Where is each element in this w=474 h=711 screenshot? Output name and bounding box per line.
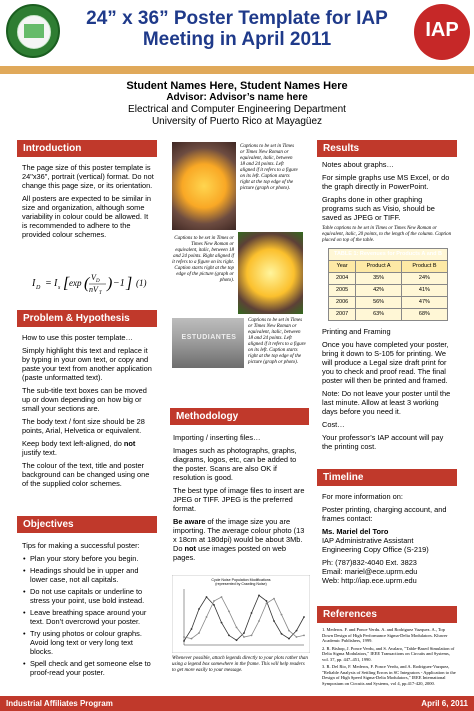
list-item: • Plan your story before you begin.: [30, 554, 154, 563]
data-point: [198, 608, 200, 610]
university: University of Puerto Rico at Mayagüez: [151, 116, 323, 127]
problem-paragraph-1: How to use this poster template…: [22, 333, 133, 342]
data-point: [281, 614, 283, 616]
intro-paragraph-2: All posters are expected to be similar in size and organization, although some variability in colour could be allowed. It is recommended to adhere to the provided colour schemes.: [22, 194, 151, 239]
methodology-paragraph-4: Be aware of the image size you are importing. The average colour photo (13 x 18cm at 180dpi) would be about 3Mb. Do not use images posted on web pages.: [173, 517, 305, 562]
results-paragraph-7: Cost…: [322, 420, 345, 429]
svg-text:]: ]: [126, 275, 133, 292]
contact-web: Web: http://iap.ece.uprm.edu: [322, 576, 417, 585]
poster-footer: [0, 696, 474, 711]
svg-text:−1: −1: [113, 278, 125, 289]
data-point: [273, 598, 275, 600]
table-title: TABLE 1: Revenues for Products A and B: [329, 249, 448, 261]
svg-text:V: V: [91, 273, 96, 282]
table-caption: Table captions to be set in Times or Times New Roman or equivalent, italic, 20 points, to the length of the column. Caption placed on top of the table.: [322, 226, 452, 243]
authors-block: [0, 80, 474, 128]
results-paragraph-4: Printing and Framing: [322, 327, 391, 336]
methodology-paragraph-2: Images such as photographs, graphs, diagrams, logos, etc, can be added to the poster. Scans are also OK if resolution is good.: [173, 446, 297, 482]
footer-right: April 6, 2011: [421, 699, 468, 708]
data-point: [221, 596, 223, 598]
methodology-chart: [172, 575, 310, 653]
methodology-body: [173, 433, 307, 566]
timeline-body: [322, 492, 456, 585]
svg-text:T: T: [99, 291, 102, 296]
objectives-body: [22, 541, 154, 680]
list-item: • Try using photos or colour graphs. Avoid long text or very long text blocks.: [30, 629, 154, 656]
header-band: [0, 66, 474, 74]
diode-equation: [32, 268, 152, 300]
reference-item: 1. Mederos. F. and Ponce Verdu. A. and Rodriguez Vazquez. A., Top Down Design of High Performance Sigma-Delta Modulators. Kluwer Academic Publishers, 1999.: [322, 627, 448, 643]
reference-item: 3. R. Del Rio, F. Mederos, F. Ponce Verdu, and A. Rodriguez-Vazquez, "Reliable Analysis of Settling Errors in SC Integrators - Application to the Design of High Speed Sigma-Delta Modulators," IEEE International Symposium on Circuits and Systems, vol 4, pp.417-420, 2000.: [322, 664, 456, 686]
data-point: [206, 596, 208, 598]
contact-title: IAP Administrative Assistant: [322, 536, 414, 545]
list-item: • Do not use capitals or underline to stress your point, use bold instead.: [30, 587, 154, 605]
data-point: [288, 638, 290, 640]
problem-body: [22, 333, 154, 492]
data-point: [183, 640, 185, 642]
contact-phone: Ph: (787)832-4040 Ext. 3823: [322, 558, 417, 567]
contact-name: Ms. Mariel del Toro: [322, 527, 389, 536]
results-paragraph-8: Your professor’s IAP account will pay the printing cost.: [322, 433, 444, 451]
objectives-list: [22, 554, 154, 677]
svg-text:(1): (1): [136, 278, 147, 288]
title-line-2: Meeting in April 2011: [142, 29, 332, 50]
methodology-heading: Methodology: [170, 408, 309, 425]
data-point: [236, 639, 238, 641]
data-point: [228, 635, 230, 637]
data-point: [303, 616, 305, 618]
data-point: [273, 620, 275, 622]
equation-graphic: [32, 268, 152, 298]
data-point: [213, 604, 215, 606]
data-point: [191, 638, 193, 640]
data-point: [288, 630, 290, 632]
caption-2: Captions to be set in Times or Times New Roman or equivalent, italic, between 18 and 24 points. Right aligned if it refers to a figure on its right. Caption starts right at the top edge of the picture (graph or photo).: [172, 236, 234, 283]
svg-text:nV: nV: [89, 285, 98, 294]
sunflower-photo: [172, 142, 236, 230]
results-paragraph-6: Note: Do not leave your poster until the last minute. Allow at least 3 working days before you need it.: [322, 389, 451, 416]
methodology-paragraph-1: Importing / inserting files…: [173, 433, 261, 442]
svg-text:I: I: [54, 278, 58, 289]
references-heading: References: [317, 606, 457, 623]
objectives-heading: Objectives: [17, 516, 157, 533]
table-row: 2006 56% 47%: [329, 297, 448, 309]
introduction-heading: Introduction: [17, 140, 157, 157]
references-list: [322, 627, 456, 688]
sunflower-photo-2: [238, 232, 303, 314]
table-row: 2007 63% 68%: [329, 309, 448, 321]
svg-text:=: =: [45, 278, 52, 289]
svg-text:s: s: [58, 285, 61, 291]
svg-text:exp: exp: [69, 278, 82, 288]
svg-text:): ): [107, 275, 113, 292]
advisor-name: Advisor: Advisor’s name here: [166, 92, 308, 103]
caption-1: Captions to be set in Times or Times New Roman or equivalent, italic, between 18 and 24 points. Left aligned if it refers to a figure on its left. Caption starts right at the top edge of the picture (graph or photo).: [240, 144, 298, 191]
objectives-intro: Tips for making a successful poster:: [22, 541, 140, 550]
timeline-paragraph-2: Poster printing, charging account, and frames contact:: [322, 505, 447, 523]
list-item: • Spell check and get someone else to proof-read your poster.: [30, 659, 154, 677]
svg-text:[: [: [63, 275, 70, 292]
contact-email: Email: mariel@ece.uprm.edu: [322, 567, 418, 576]
list-item: • Headings should be in upper and lower case, not all capitals.: [30, 566, 154, 584]
data-point: [228, 611, 230, 613]
data-point: [221, 622, 223, 624]
revenue-table: [328, 248, 448, 321]
reference-item: 2. R. Bishop, J. Ponce Verdu, and S. Avalaro, "Table-Based Simulation of Delta Sigma Modulators," IEEE Transactions on Circuits and Systems, vol. 37, pp. 447–451, 1990.: [322, 645, 455, 662]
svg-text:I: I: [32, 278, 36, 289]
chart-title-line-2: (represented by Crawling Noise): [215, 582, 267, 586]
problem-paragraph-4: The body text / font size should be 28 points, Arial, Helvetica or equivalent.: [22, 417, 145, 435]
problem-paragraph-6: The colour of the text, title and poster background can be changed using one of the supplied color schemes.: [22, 461, 150, 488]
results-heading: Results: [317, 140, 457, 157]
chart-title-line-1: Cycle Noise Population Modifications: [211, 578, 271, 582]
building-photo: [172, 318, 244, 368]
student-names: Student Names Here, Student Names Here: [126, 80, 348, 92]
problem-paragraph-5: Keep body text left-aligned, do not justify text.: [22, 439, 136, 457]
footer-left: Industrial Affiliates Program: [6, 699, 113, 708]
data-point: [281, 633, 283, 635]
data-point: [183, 636, 185, 638]
data-point: [258, 620, 260, 622]
results-paragraph-1: Notes about graphs…: [322, 160, 394, 169]
results-paragraph-5: Once you have completed your poster, bring it down to S-105 for printing. We will produce a Legal size draft print for you to check and proof read. The final poster will then be printed and framed.: [322, 340, 449, 385]
data-point: [251, 635, 253, 637]
data-point: [296, 630, 298, 632]
svg-text:(: (: [84, 275, 90, 292]
table-header: Year: [329, 261, 356, 273]
department: Electrical and Computer Engineering Department: [128, 104, 346, 115]
results-paragraph-3: Graphs done in other graphing programs such as Visio, should be saved as JPEG or TIFF.: [322, 195, 435, 222]
data-point: [266, 600, 268, 602]
table-header: Product A: [356, 261, 402, 273]
timeline-heading: Timeline: [317, 469, 457, 486]
chart-caption: Whenever possible, attach legends directly to your plots rather than using a legend box somewhere in the frame. This will help readers to get more easily to your message.: [172, 656, 308, 673]
poster-header: [0, 0, 474, 74]
table-row: 2005 42% 41%: [329, 285, 448, 297]
data-point: [198, 632, 200, 634]
data-point: [243, 636, 245, 638]
poster-title: [62, 8, 412, 50]
table-header: Product B: [401, 261, 447, 273]
data-point: [191, 628, 193, 630]
intro-paragraph-1: The page size of this poster template is 24"x36", portrait (vertical) format. Do not change this page size, or its orientation.: [22, 163, 154, 190]
list-item: • Leave breathing space around your text. Don’t overcrowd your poster.: [30, 608, 154, 626]
timeline-paragraph-1: For more information on:: [322, 492, 403, 501]
university-seal-icon: [6, 4, 60, 58]
introduction-body: [22, 163, 154, 243]
data-point: [213, 600, 215, 602]
chart-frame: [172, 575, 310, 653]
data-point: [296, 636, 298, 638]
results-paragraph-2: For simple graphs use MS Excel, or do the graph directly in PowerPoint.: [322, 173, 450, 191]
methodology-paragraph-3: The best type of image files to insert are JPEG or TIFF. JPEG is the preferred format.: [173, 486, 305, 513]
data-point: [206, 616, 208, 618]
data-point: [266, 603, 268, 605]
svg-text:D: D: [36, 285, 41, 291]
data-point: [236, 627, 238, 629]
data-point: [258, 595, 260, 597]
data-point: [303, 635, 305, 637]
svg-text:D: D: [96, 279, 100, 284]
building-sign: ESTUDIANTES: [181, 334, 237, 341]
data-point: [251, 612, 253, 614]
results-body: [322, 160, 454, 455]
title-line-1: 24” x 36” Poster Template for IAP: [86, 8, 388, 29]
contact-office: Engineering Copy Office (S-219): [322, 545, 429, 554]
problem-paragraph-3: The sub-title text boxes can be moved up or down depending on how big or small your sections are.: [22, 386, 147, 413]
problem-paragraph-2: Simply highlight this text and replace it by typing in your own text, or copy and paste your text from another application (paste unformatted text).: [22, 346, 152, 382]
logo-text: IAP: [425, 19, 459, 41]
iap-logo-icon: [414, 4, 470, 60]
data-point: [243, 632, 245, 634]
table-row: 2004 35% 24%: [329, 273, 448, 285]
caption-3: Captions to be set in Times or Times New Roman or equivalent, italic, between 18 and 24 points. Left aligned if it refers to a figure on its left. Caption starts right at the top edge of the picture (graph or photo).: [248, 318, 306, 365]
problem-heading: Problem & Hypothesis: [17, 310, 157, 327]
